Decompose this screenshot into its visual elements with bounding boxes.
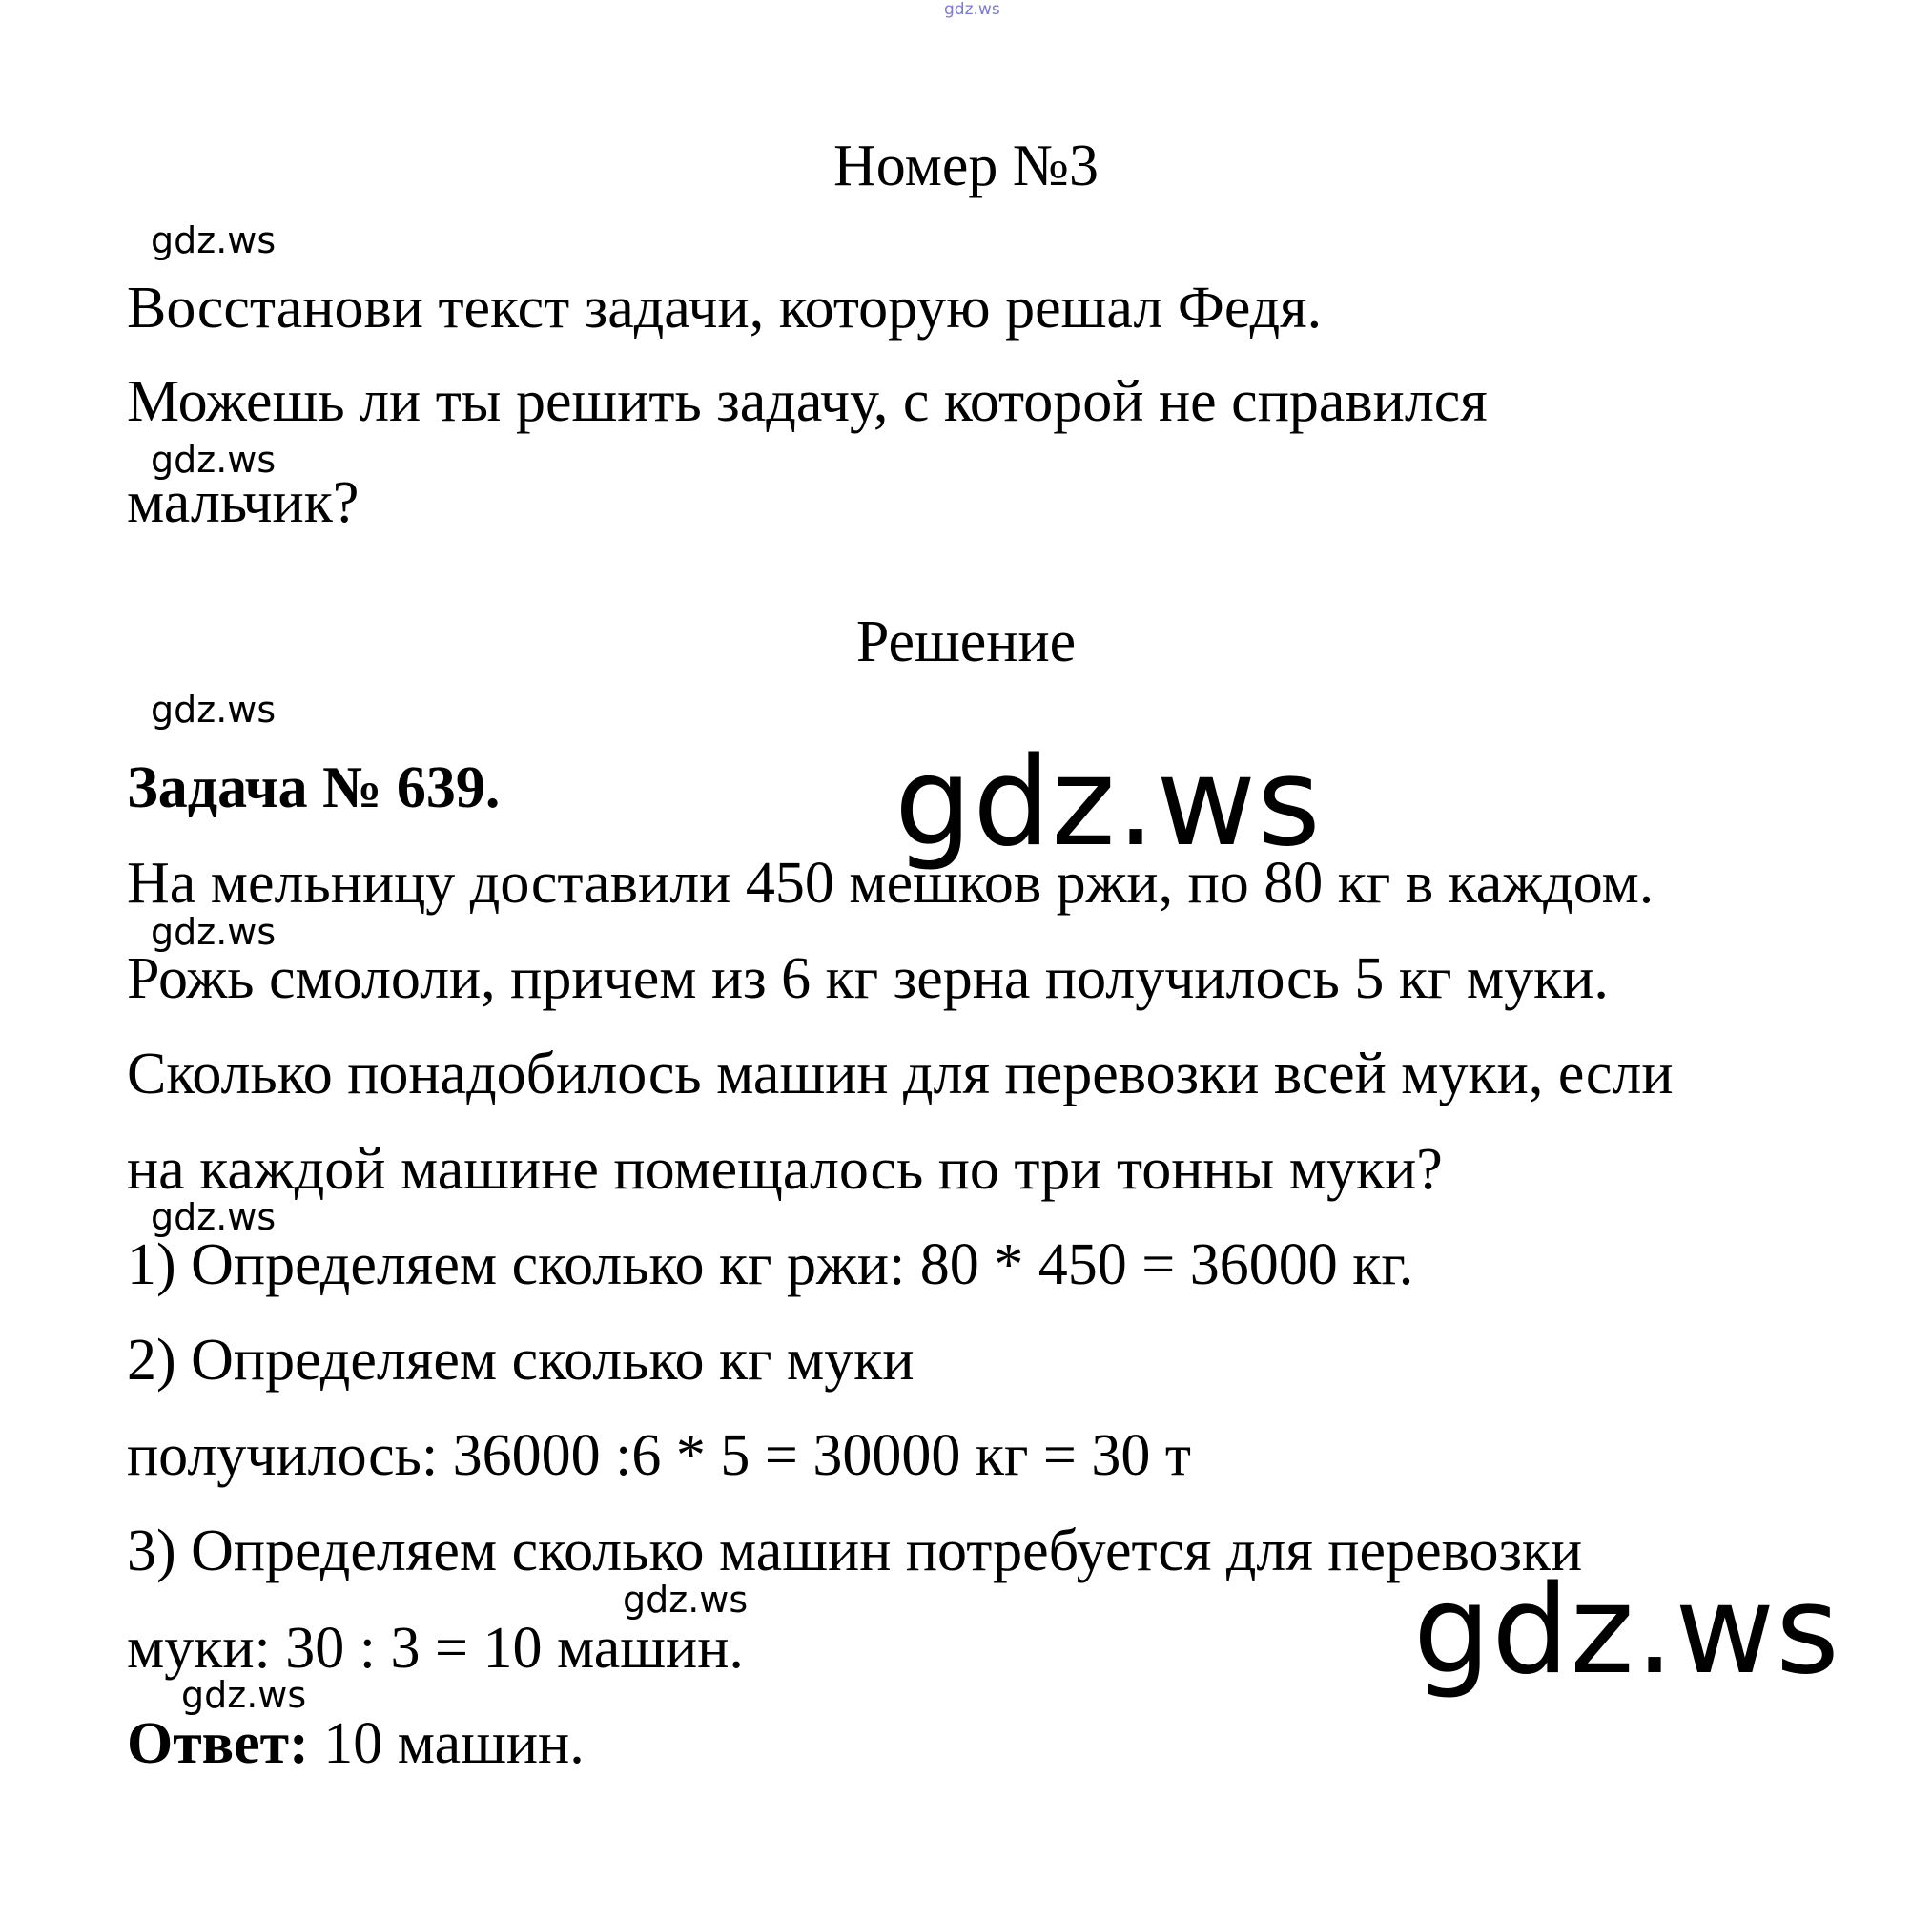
watermark-2: gdz.ws bbox=[151, 439, 277, 481]
problem-line-2: Рожь смололи, причем из 6 кг зерна получилось 5 кг муки. bbox=[127, 946, 1609, 1011]
solution-heading: Решение bbox=[855, 610, 1077, 674]
task-line-3: мальчик? bbox=[127, 470, 360, 535]
problem-line-1: На мельницу доставили 450 мешков ржи, по 80 кг в каждом. bbox=[127, 851, 1655, 916]
step-1: 1) Определяем сколько кг ржи: 80 * 450 = 36000 кг. bbox=[127, 1232, 1414, 1297]
watermark-big-2: gdz.ws bbox=[1413, 1560, 1840, 1702]
watermark-4: gdz.ws bbox=[151, 911, 277, 953]
step-2-continued: получилось: 36000 :6 * 5 = 30000 кг = 30 т bbox=[127, 1423, 1191, 1488]
watermark-3: gdz.ws bbox=[151, 689, 277, 731]
page-title: Номер №3 bbox=[832, 134, 1099, 198]
task-line-1: Восстанови текст задачи, которую решал Федя. bbox=[127, 276, 1323, 341]
step-3-continued: муки: 30 : 3 = 10 машин. bbox=[127, 1616, 744, 1681]
problem-line-3: Сколько понадобилось машин для перевозки всей муки, если bbox=[127, 1042, 1674, 1106]
answer-label: Ответ: bbox=[127, 1711, 309, 1776]
answer-line bbox=[127, 1711, 585, 1776]
watermark-7: gdz.ws bbox=[181, 1674, 307, 1716]
problem-label: Задача № 639. bbox=[127, 755, 501, 820]
watermark-5: gdz.ws bbox=[151, 1196, 277, 1238]
watermark-1: gdz.ws bbox=[151, 219, 277, 261]
step-2: 2) Определяем сколько кг муки bbox=[127, 1328, 915, 1393]
watermark-6: gdz.ws bbox=[623, 1579, 749, 1621]
task-line-2: Можешь ли ты решить задачу, с которой не справился bbox=[127, 369, 1488, 434]
step-3: 3) Определяем сколько машин потребуется для перевозки bbox=[127, 1519, 1583, 1583]
problem-line-4: на каждой машине помещалось по три тонны муки? bbox=[127, 1137, 1443, 1202]
answer-value: 10 машин. bbox=[308, 1711, 585, 1776]
watermark-top: gdz.ws bbox=[944, 0, 1000, 19]
watermark-big-1: gdz.ws bbox=[894, 732, 1322, 874]
